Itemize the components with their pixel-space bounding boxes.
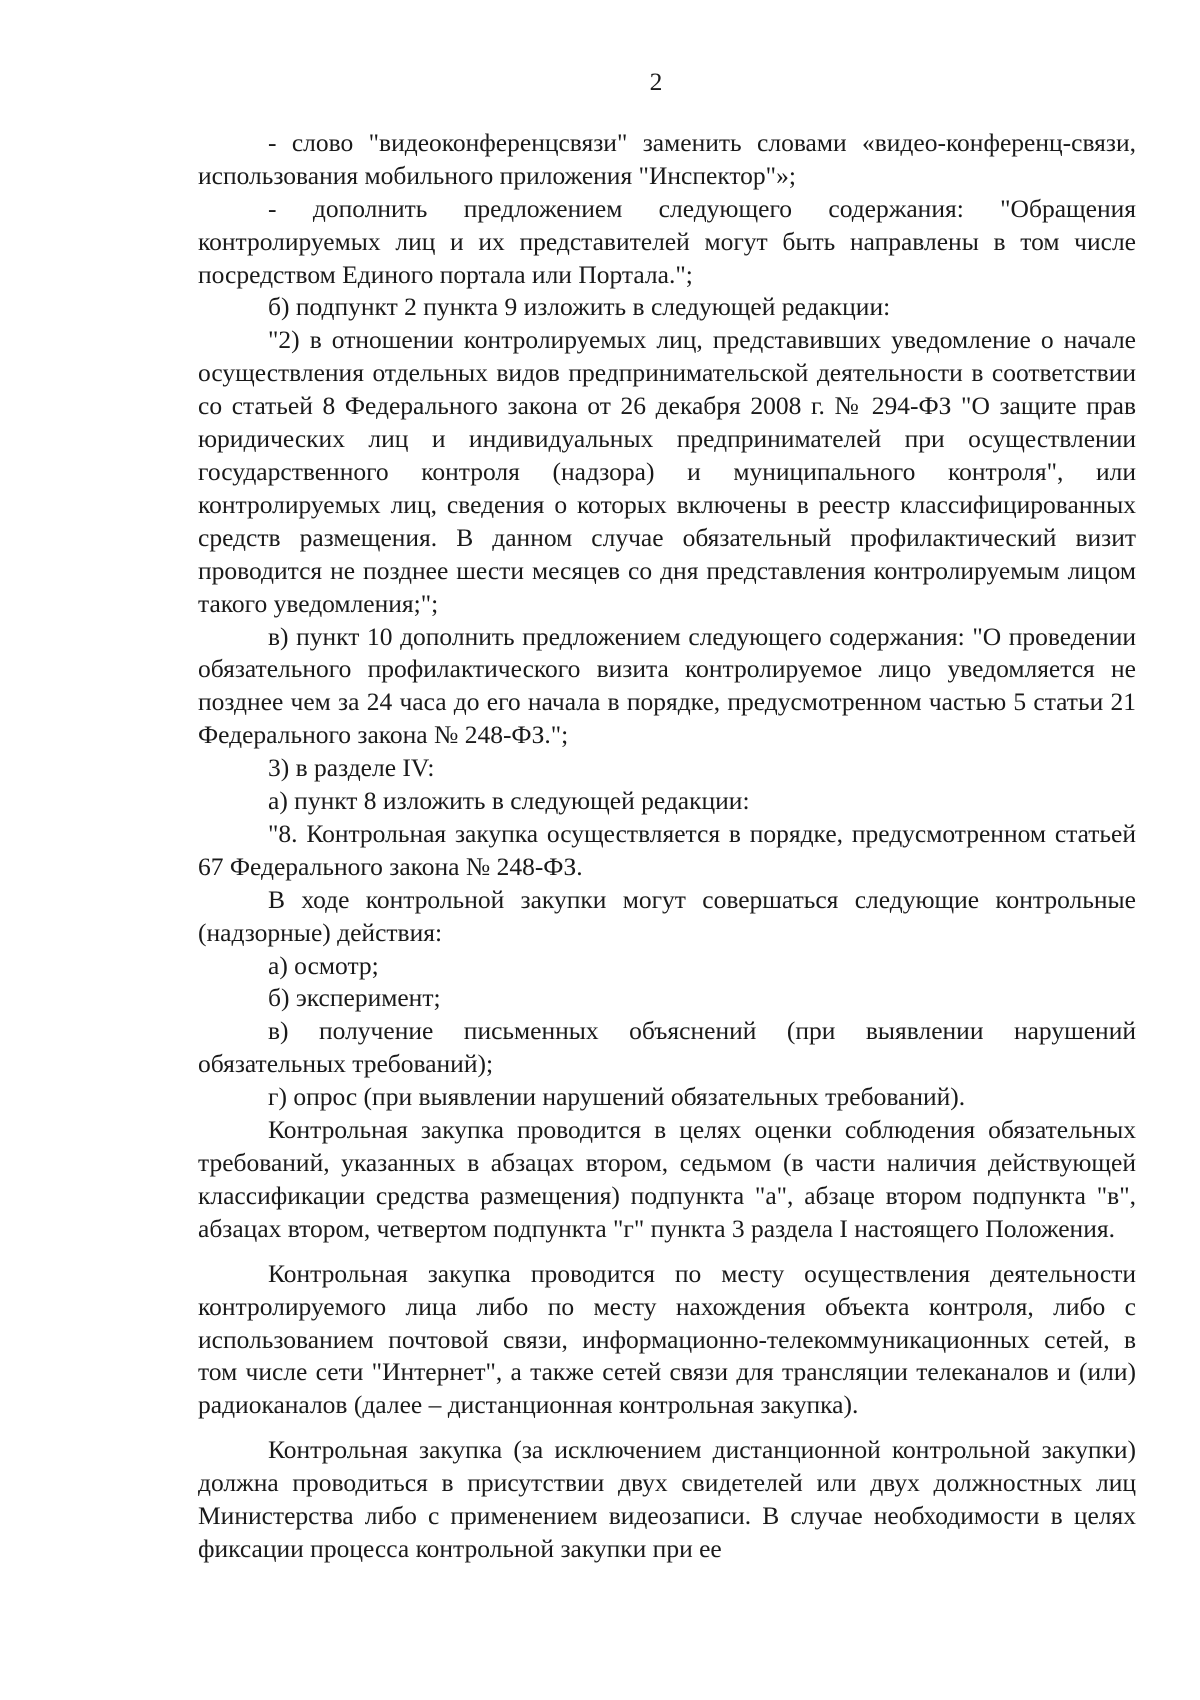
paragraph-subitem-2-text: "2) в отношении контролируемых лиц, представивших уведомление о начале осуществления отдельных видов предпринимательской деятельности в соответствии со статьей 8 Федерального закона от 26 декабря 2008 г. № 294-ФЗ "О защите прав юридических лиц и индивидуальных предпринимателей при осуществлении государственного контроля (надзора) и муниципального контроля", или контролируемых лиц, сведения о которых включены в реестр классифицированных средств размещения. В данном случае обязательный профилактический визит проводится не позднее шести месяцев со дня представления контролируемым лицом такого уведомления;"; <box>198 325 1136 618</box>
paragraph-purchase-location: Контрольная закупка проводится по месту осуществления деятельности контролируемого лица либо по месту нахождения объекта контроля, либо с использованием почтовой связи, информационно-телекоммуникационных сетей, в том числе сети "Интернет", а также сетей связи для трансляции телеканалов и (или) радиоканалов (далее – дистанционная контрольная закупка). <box>198 1258 1136 1420</box>
paragraph-item-8-intro: а) пункт 8 изложить в следующей редакции: <box>268 786 750 816</box>
list-item-experiment: б) эксперимент; <box>268 983 441 1013</box>
paragraph-subitem-b: б) подпункт 2 пункта 9 изложить в следующей редакции: <box>268 292 891 322</box>
list-item-inspection: а) осмотр; <box>268 950 379 980</box>
paragraph-amend-word: - слово "видеоконференцсвязи" заменить словами «видео-конференц-связи, использования мобильного приложения "Инспектор"»; <box>198 127 1136 190</box>
paragraph-item-8-text: "8. Контрольная закупка осуществляется в порядке, предусмотренном статьей 67 Федерального закона № 248-ФЗ. <box>198 818 1136 881</box>
page-number: 2 <box>649 67 663 96</box>
paragraph-purchase-witnesses: Контрольная закупка (за исключением дистанционной контрольной закупки) должна проводиться в присутствии двух свидетелей или двух должностных лиц Министерства либо с применением видеозаписи. В случае необходимости в целях фиксации процесса контрольной закупки при ее <box>198 1435 1136 1563</box>
paragraph-purchase-purpose: Контрольная закупка проводится в целях оценки соблюдения обязательных требований, указанных в абзацах втором, седьмом (в части наличия действующей классификации средства размещения) подпункта "а", абзаце втором подпункта "в", абзацах втором, четвертом подпункта "г" пункта 3 раздела I настоящего Положения. <box>198 1115 1136 1243</box>
paragraph-add-sentence: - дополнить предложением следующего содержания: "Обращения контролируемых лиц и их представителей могут быть направлены в том числе посредством Единого портала или Портала."; <box>198 193 1136 289</box>
paragraph-actions-intro: В ходе контрольной закупки могут совершаться следующие контрольные (надзорные) действия: <box>198 884 1136 947</box>
list-item-survey: г) опрос (при выявлении нарушений обязательных требований). <box>268 1082 966 1112</box>
list-item-written-explanations: в) получение письменных объяснений (при выявлении нарушений обязательных требований); <box>198 1016 1136 1079</box>
paragraph-section-iv: 3) в разделе IV: <box>268 753 435 783</box>
paragraph-subitem-v: в) пункт 10 дополнить предложением следующего содержания: "О проведении обязательного профилактического визита контролируемое лицо уведомляется не позднее чем за 24 часа до его начала в порядке, предусмотренном частью 5 статьи 21 Федерального закона № 248-ФЗ."; <box>198 621 1136 750</box>
document-page <box>198 66 1136 1566</box>
